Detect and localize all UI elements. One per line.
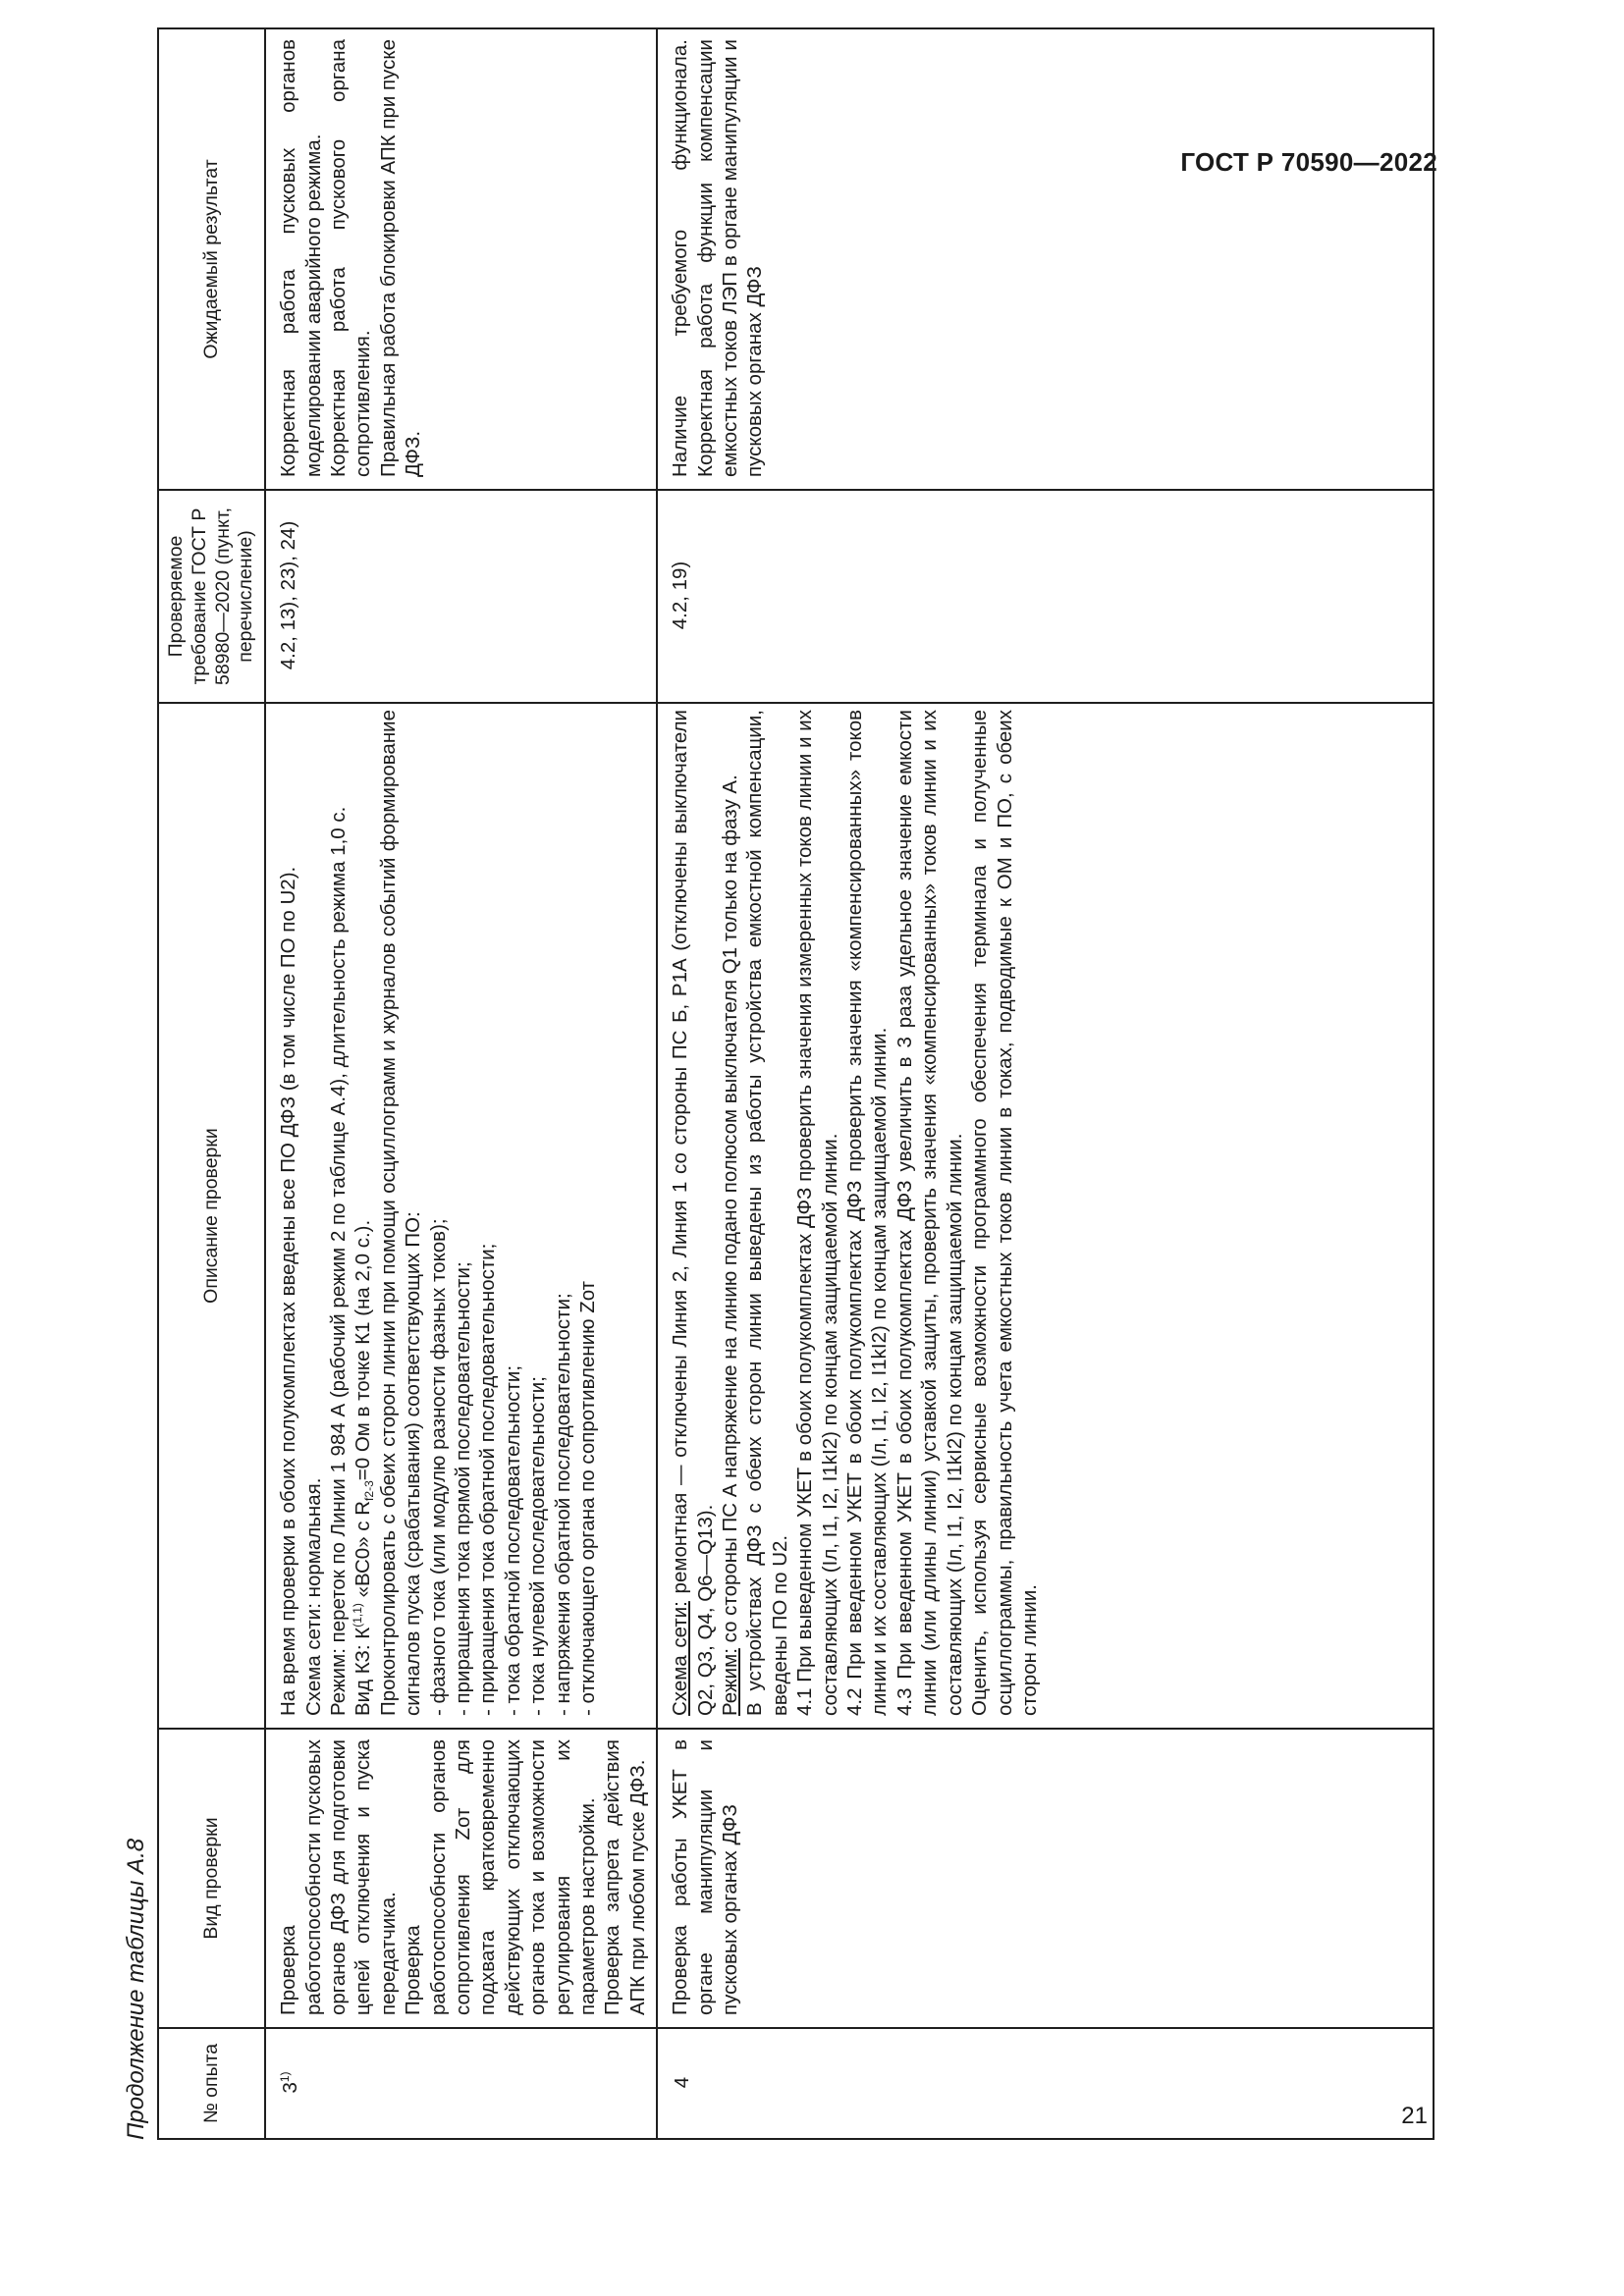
row3-requirement: 4.2, 13), 23), 24) <box>265 490 657 703</box>
row4-expected: Наличие требуемого функционала. Корректная работа функции компенсации емкостных токов ЛЭП в органе манипуляции и пусковых органах ДФЗ <box>657 28 1434 490</box>
row3-expected: Корректная работа пусковых органов моделировании аварийного режима. Корректная работа пускового органа сопротивления. Правильная работа блокировки АПК при пуске ДФЗ. <box>265 28 657 490</box>
table-row-3 <box>265 28 657 2139</box>
list-item: - тока обратной последовательности; <box>501 1364 524 1716</box>
row4-type: Проверка работы УКЕТ в органе манипуляции и пусковых органах ДФЗ <box>657 1729 1434 2028</box>
row3-type: Проверка работоспособности пусковых органов ДФЗ для подготовки цепей отключения и пуска передатчика. Проверка работоспособности органов сопротивления Zот для подхвата кратковременно действующих отключающих органов тока и возможности регулирования их параметров настройки. Проверка запрета действия АПК при любом пуске ДФЗ. <box>265 1729 657 2028</box>
list-item: - приращения тока прямой последовательности; <box>451 1261 474 1716</box>
table-row-4 <box>657 28 1434 2139</box>
row3-description: На время проверки в обоих полукомплектах введены все ПО ДФЗ (в том числе ПО по U2). Схема сети: нормальная. Режим: переток по Линии 1 984 А (рабочий режим 2 по таблице А.4), длительность режима 1,0 с. Вид КЗ: К$^{(1,1)}$ «ВС0» с $R_{f2-3}=0$ Ом в точке К1 (на 2,0 с.). Проконтролировать с обеих сторон линии при помощи осциллограмм и журналов событий формирование сигналов пуска (срабатывания) соответствующих ПО: - фазного тока (или модулю разности фазных токов); - приращения тока прямой последовательности; - приращения тока обратной последовательности; - тока обратной последовательности; - тока нулевой последовательности; - напряжения обратной последовательности; - отключающего органа по сопротивлению Zот <box>265 703 657 1729</box>
list-item: - фазного тока (или модулю разности фазных токов); <box>426 1218 450 1716</box>
header-type: Вид проверки <box>158 1729 265 2028</box>
list-item: - приращения тока обратной последовательности; <box>476 1243 500 1716</box>
fault-type-line: Вид КЗ: К$^{(1,1)}$ «ВС0» с $R_{f2-3}=0$ Ом в точке К1 (на 2,0 с.). <box>351 1219 377 1716</box>
test-table <box>157 27 1435 2140</box>
row3-number: 3$^{1)}$ <box>265 2028 657 2139</box>
standard-designation: ГОСТ Р 70590—2022 <box>1180 147 1437 177</box>
rotated-table-sheet <box>116 29 1363 2140</box>
row4-requirement: 4.2, 19) <box>657 490 1434 703</box>
header-description: Описание проверки <box>158 703 265 1729</box>
list-item: - тока нулевой последовательности; <box>526 1376 550 1716</box>
list-item: - отключающего органа по сопротивлению Zот <box>576 1280 599 1716</box>
header-requirement: Проверяемое требование ГОСТ Р 58980—2020 (пункт, перечисление) <box>158 490 265 703</box>
row4-number: 4 <box>657 2028 1434 2139</box>
header-number: № опыта <box>158 2028 265 2139</box>
page-number: 21 <box>1401 2103 1428 2129</box>
list-item: - напряжения обратной последовательности; <box>551 1293 574 1716</box>
header-expected: Ожидаемый результат <box>158 28 265 490</box>
row4-description: Схема сети: ремонтная — отключены Линия 2, Линия 1 со стороны ПС Б, Р1А (отключены выключатели Q2, Q3, Q4, Q6—Q13). Режим: со стороны ПС А напряжение на линию подано полюсом выключателя Q1 только на фазу А. В устройствах ДФЗ с обеих сторон линии выведены из работы устройства емкостной компенсации, введены ПО по U2. 4.1 При выведенном УКЕТ в обоих полукомплектах ДФЗ проверить значения измеренных токов линии и их составляющих (Iл, I1, I2, I1kI2) по концам защищаемой линии. 4.2 При введенном УКЕТ в обоих полукомплектах ДФЗ проверить значения «компенсированных» токов линии и их составляющих (Iл, I1, I2, I1kI2) по концам защищаемой линии. 4.3 При введенном УКЕТ в обоих полукомплектах ДФЗ увеличить в 3 раза удельное значение емкости линии (или длины линии) уставкой защиты, проверить значения «компенсированных» токов линии и их составляющих (Iл, I1, I2, I1kI2) по концам защищаемой линии. Оценить, используя сервисные возможности программного обеспечения терминала и полученные осциллограммы, правильность учета емкостных токов линии в токах, подводимые к ОМ и ПО, с обеих сторон линии. <box>657 703 1434 1729</box>
table-caption: Продолжение таблицы А.8 <box>123 1838 149 2140</box>
table-header-row <box>158 28 265 2139</box>
